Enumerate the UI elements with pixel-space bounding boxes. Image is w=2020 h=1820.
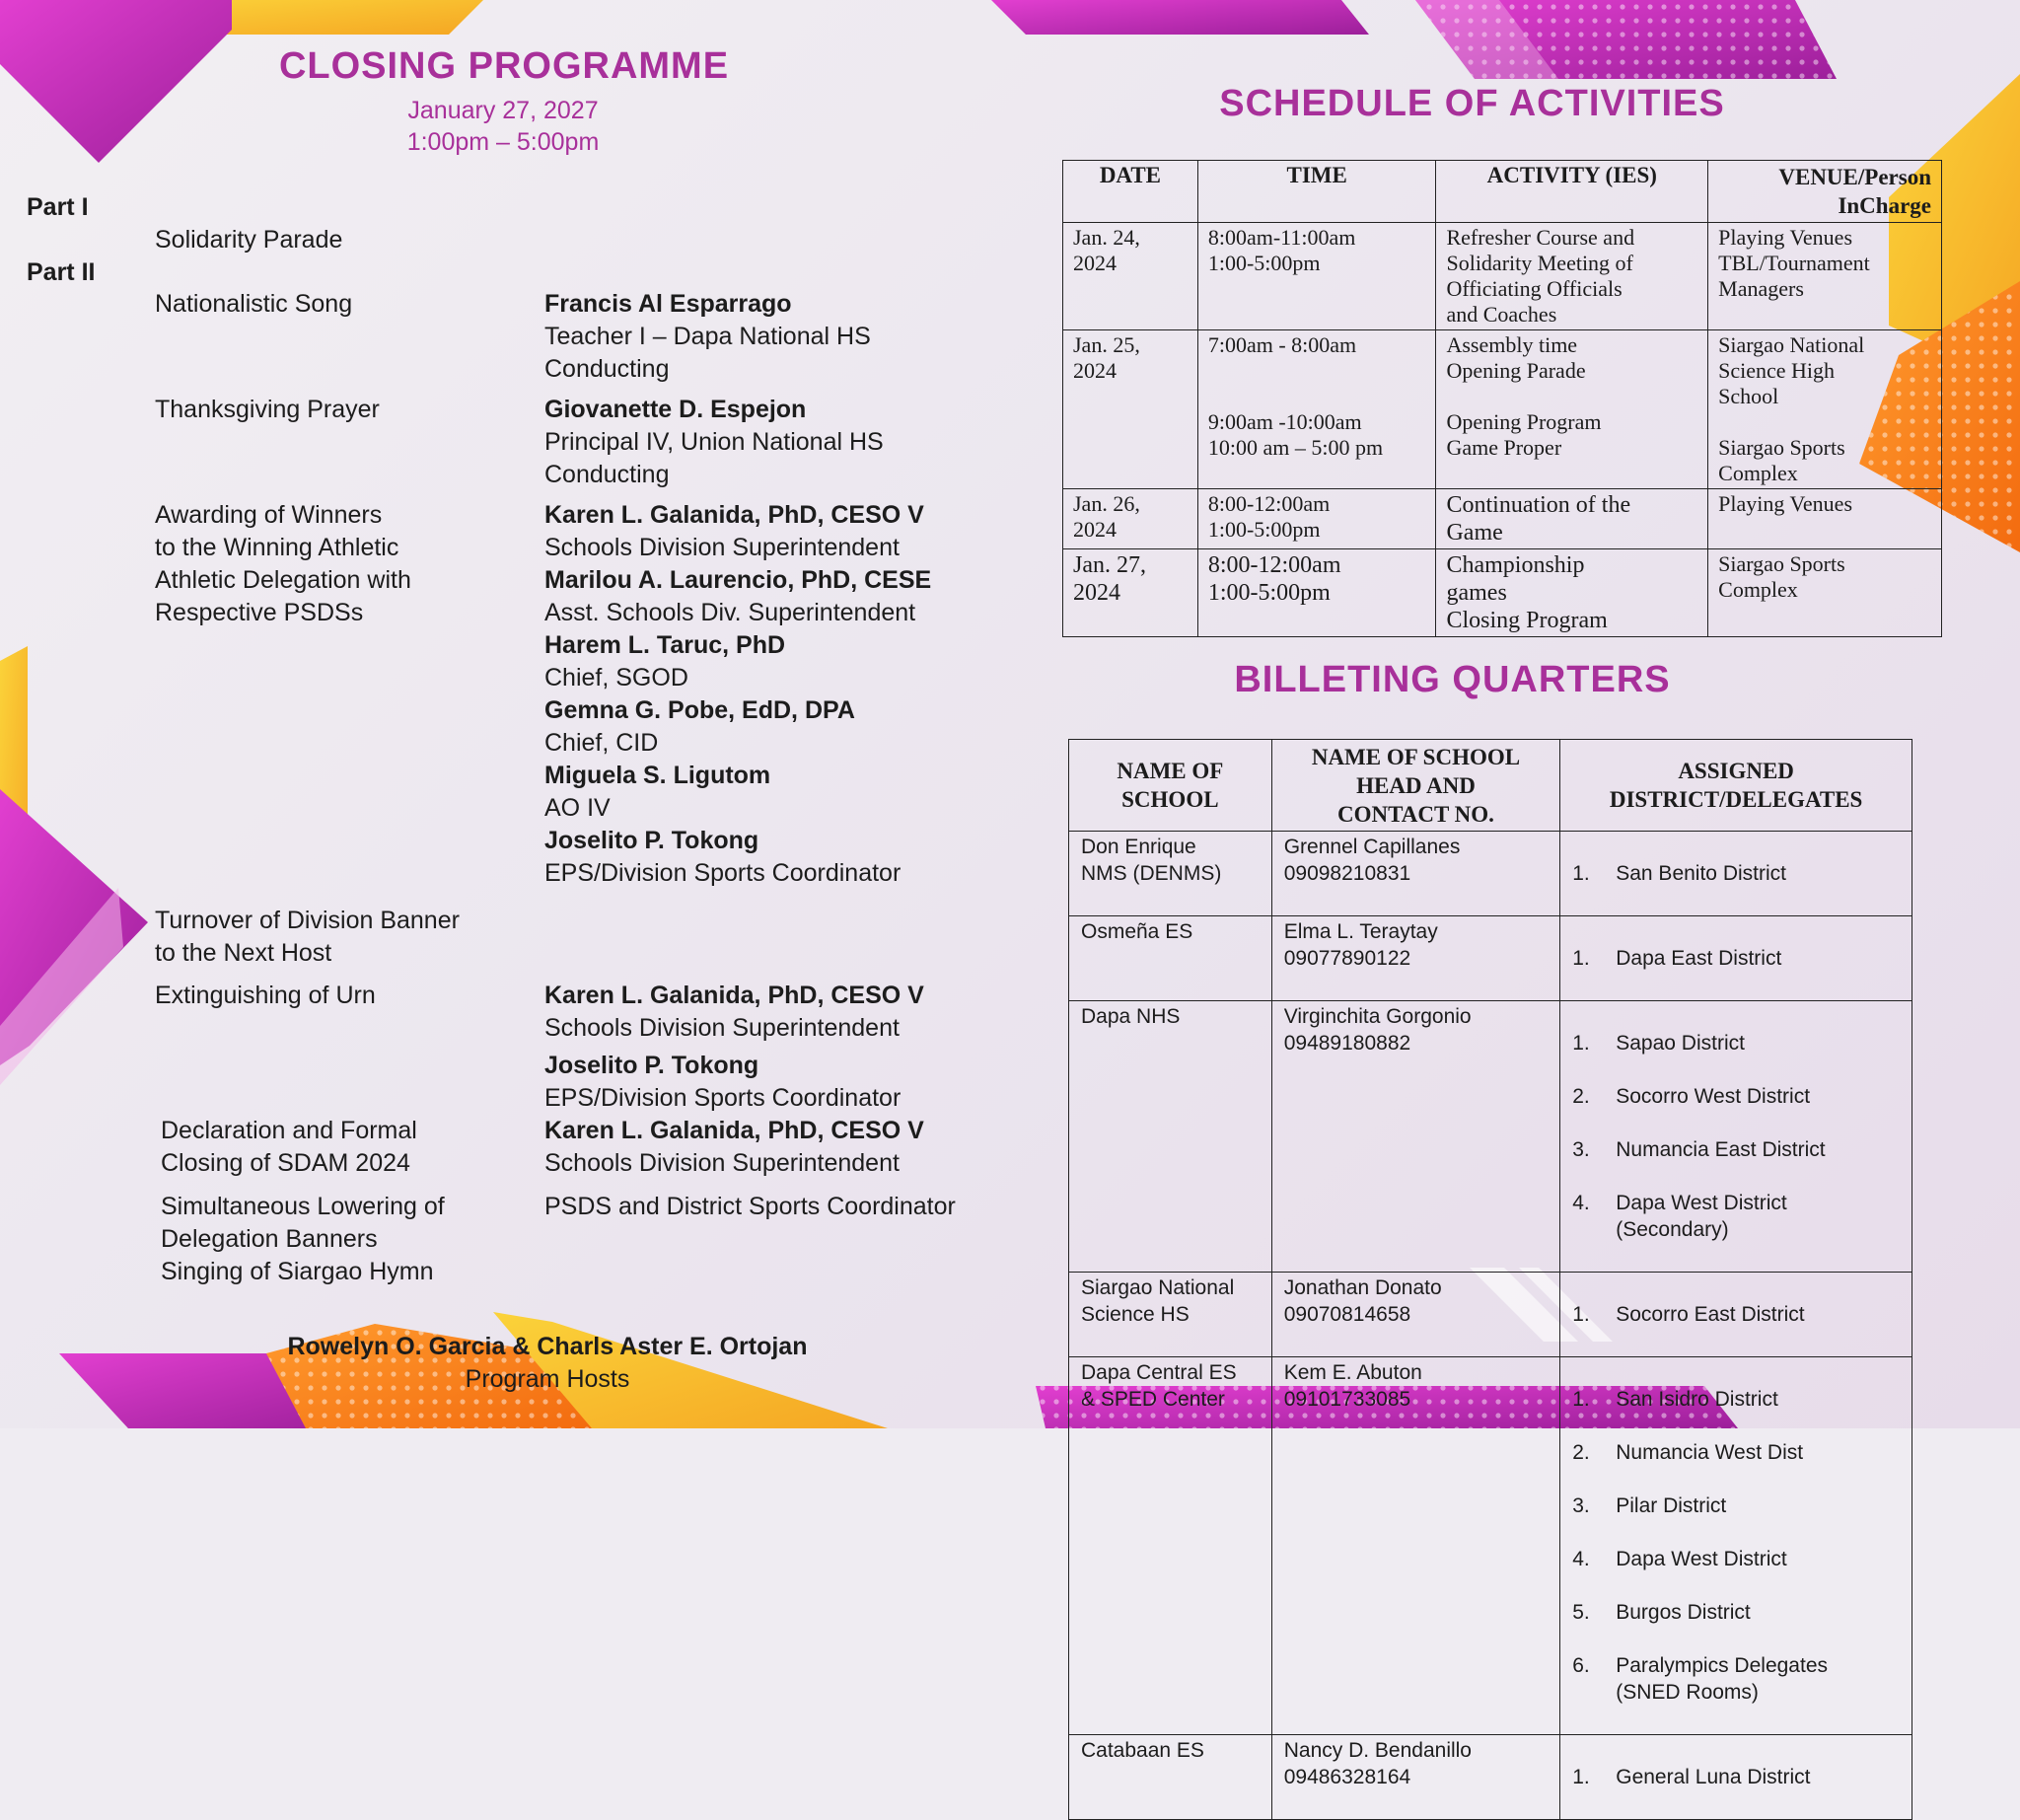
official-name: Gemna G. Pobe, EdD, DPA: [544, 696, 855, 724]
activity-awarding-of-winners: Awarding of Winners to the Winning Athletic Athletic Delegation with Respective PSDSs: [155, 501, 411, 626]
thanksgiving-prayer-person: Giovanette D. Espejon: [544, 396, 807, 423]
assigned-districts: [1560, 1001, 1912, 1273]
official-role: EPS/Division Sports Coordinator: [544, 859, 902, 887]
table-cell: 8:00-12:00am 1:00-5:00pm: [1197, 489, 1436, 549]
official-name: Marilou A. Laurencio, PhD, CESE: [544, 566, 932, 594]
activity-turnover-of-banner: Turnover of Division Banner to the Next Host: [155, 907, 460, 967]
table-cell: Assembly time Opening Parade Opening Program Game Proper: [1436, 330, 1708, 489]
table-cell: Jan. 24, 2024: [1063, 223, 1198, 330]
schedule-header-row: [1063, 161, 1942, 223]
schedule-title: SCHEDULE OF ACTIVITIES: [1219, 83, 1725, 124]
official-name: Karen L. Galanida, PhD, CESO V: [544, 982, 924, 1009]
official-name: Miguela S. Ligutom: [544, 762, 771, 789]
part-one-label: Part I: [27, 193, 89, 221]
part-two-label: Part II: [27, 258, 96, 286]
official-role: Schools Division Superintendent: [544, 1014, 900, 1042]
school-name: Dapa NHS: [1069, 1001, 1272, 1273]
table-cell: Siargao Sports Complex: [1708, 549, 1942, 637]
assigned-districts: [1560, 832, 1912, 916]
official-name: Joselito P. Tokong: [544, 1052, 759, 1079]
school-name: Osmeña ES: [1069, 916, 1272, 1001]
school-head-contact: Virginchita Gorgonio 09489180882: [1271, 1001, 1560, 1273]
official-role: EPS/Division Sports Coordinator: [544, 1084, 902, 1112]
table-cell: Jan. 27, 2024: [1063, 549, 1198, 637]
assigned-districts: [1560, 1357, 1912, 1735]
nationalistic-song-person: Francis Al Esparrago: [544, 290, 792, 318]
thanksgiving-prayer-details: Principal IV, Union National HS Conducting: [544, 428, 884, 488]
column-header: DATE: [1063, 161, 1198, 223]
table-row: [1063, 330, 1942, 489]
billeting-title: BILLETING QUARTERS: [1234, 659, 1671, 700]
billeting-header-row: [1069, 740, 1912, 832]
urn-officials-list: [544, 980, 924, 1115]
school-head-contact: Nancy D. Bendanillo 09486328164: [1271, 1735, 1560, 1820]
list-item: 1. Socorro East District: [1572, 1303, 1805, 1326]
table-row: [1069, 832, 1912, 916]
table-row: [1069, 1001, 1912, 1273]
list-item: 6. Paralympics Delegates (SNED Rooms): [1572, 1654, 1828, 1704]
awarding-officials-list: [544, 499, 931, 890]
school-head-contact: Jonathan Donato 09070814658: [1271, 1273, 1560, 1357]
closing-programme-title: CLOSING PROGRAMME: [278, 45, 730, 87]
assigned-districts: [1560, 1273, 1912, 1357]
table-cell: Continuation of the Game: [1436, 489, 1708, 549]
official-role: Schools Division Superintendent: [544, 534, 900, 561]
list-item: 4. Dapa West District (Secondary): [1572, 1192, 1787, 1241]
list-item: 2. Numancia West Dist: [1572, 1441, 1804, 1464]
official-role: Asst. Schools Div. Superintendent: [544, 599, 916, 626]
closing-official-role: Schools Division Superintendent: [544, 1149, 900, 1177]
list-item: 1. San Isidro District: [1572, 1388, 1778, 1411]
table-cell: 8:00-12:00am 1:00-5:00pm: [1197, 549, 1436, 637]
closing-official-name: Karen L. Galanida, PhD, CESO V: [544, 1117, 924, 1144]
list-item: 3. Numancia East District: [1572, 1138, 1826, 1161]
activity-lowering-of-banners: Simultaneous Lowering of Delegation Banners Singing of Siargao Hymn: [161, 1193, 445, 1285]
table-cell: Championship games Closing Program: [1436, 549, 1708, 637]
official-name: Karen L. Galanida, PhD, CESO V: [544, 501, 924, 529]
program-hosts-names: Rowelyn O. Garcia & Charls Aster E. Ortojan: [287, 1333, 808, 1360]
table-cell: 7:00am - 8:00am 9:00am -10:00am 10:00 am – 5:00 pm: [1197, 330, 1436, 489]
column-header: ASSIGNED DISTRICT/DELEGATES: [1560, 740, 1912, 832]
school-head-contact: Elma L. Teraytay 09077890122: [1271, 916, 1560, 1001]
table-cell: 8:00am-11:00am 1:00-5:00pm: [1197, 223, 1436, 330]
programme-time: 1:00pm – 5:00pm: [406, 128, 600, 156]
column-header: TIME: [1197, 161, 1436, 223]
table-cell: Refresher Course and Solidarity Meeting of Officiating Officials and Coaches: [1436, 223, 1708, 330]
activity-declaration-closing: Declaration and Formal Closing of SDAM 2024: [161, 1117, 417, 1177]
official-name: Joselito P. Tokong: [544, 827, 759, 854]
list-item: 1. Sapao District: [1572, 1032, 1745, 1055]
list-item: 2. Socorro West District: [1572, 1085, 1811, 1108]
table-row: [1069, 916, 1912, 1001]
school-name: Don Enrique NMS (DENMS): [1069, 832, 1272, 916]
official-role: AO IV: [544, 794, 611, 822]
activity-nationalistic-song: Nationalistic Song: [155, 290, 353, 318]
nationalistic-song-details: Teacher I – Dapa National HS Conducting: [544, 323, 871, 383]
table-row: [1069, 1735, 1912, 1820]
official-name: Harem L. Taruc, PhD: [544, 631, 786, 659]
activity-extinguishing-of-urn: Extinguishing of Urn: [155, 982, 376, 1009]
school-head-contact: Grennel Capillanes 09098210831: [1271, 832, 1560, 916]
activity-solidarity-parade: Solidarity Parade: [155, 226, 343, 254]
assigned-districts: [1560, 1735, 1912, 1820]
table-cell: Siargao National Science High School Siargao Sports Complex: [1708, 330, 1942, 489]
column-header: NAME OF SCHOOL: [1069, 740, 1272, 832]
column-header: NAME OF SCHOOL HEAD AND CONTACT NO.: [1271, 740, 1560, 832]
school-name: Siargao National Science HS: [1069, 1273, 1272, 1357]
list-item: 1. San Benito District: [1572, 862, 1786, 885]
table-row: [1069, 1273, 1912, 1357]
table-row: [1063, 549, 1942, 637]
billeting-table: [1068, 739, 1912, 1820]
column-header: VENUE/Person InCharge: [1708, 161, 1942, 223]
school-name: Dapa Central ES & SPED Center: [1069, 1357, 1272, 1735]
table-cell: Jan. 25, 2024: [1063, 330, 1198, 489]
official-role: Chief, CID: [544, 729, 659, 757]
list-item: 5. Burgos District: [1572, 1601, 1751, 1624]
list-item: 1. Dapa East District: [1572, 947, 1782, 970]
program-hosts-label: Program Hosts: [465, 1365, 630, 1393]
activity-thanksgiving-prayer: Thanksgiving Prayer: [155, 396, 380, 423]
table-row: [1069, 1357, 1912, 1735]
column-header: ACTIVITY (IES): [1436, 161, 1708, 223]
programme-date: January 27, 2027: [407, 97, 599, 124]
assigned-districts: [1560, 916, 1912, 1001]
list-item: 1. General Luna District: [1572, 1766, 1811, 1788]
table-row: [1063, 223, 1942, 330]
table-cell: Playing Venues: [1708, 489, 1942, 549]
list-item: 4. Dapa West District: [1572, 1548, 1787, 1570]
lowering-banners-officials: PSDS and District Sports Coordinator: [544, 1193, 956, 1220]
school-name: Catabaan ES: [1069, 1735, 1272, 1820]
table-cell: Jan. 26, 2024: [1063, 489, 1198, 549]
schedule-table: [1062, 160, 1942, 637]
official-role: Chief, SGOD: [544, 664, 688, 692]
table-row: [1063, 489, 1942, 549]
list-item: 3. Pilar District: [1572, 1494, 1727, 1517]
table-cell: Playing Venues TBL/Tournament Managers: [1708, 223, 1942, 330]
school-head-contact: Kem E. Abuton 09101733085: [1271, 1357, 1560, 1735]
